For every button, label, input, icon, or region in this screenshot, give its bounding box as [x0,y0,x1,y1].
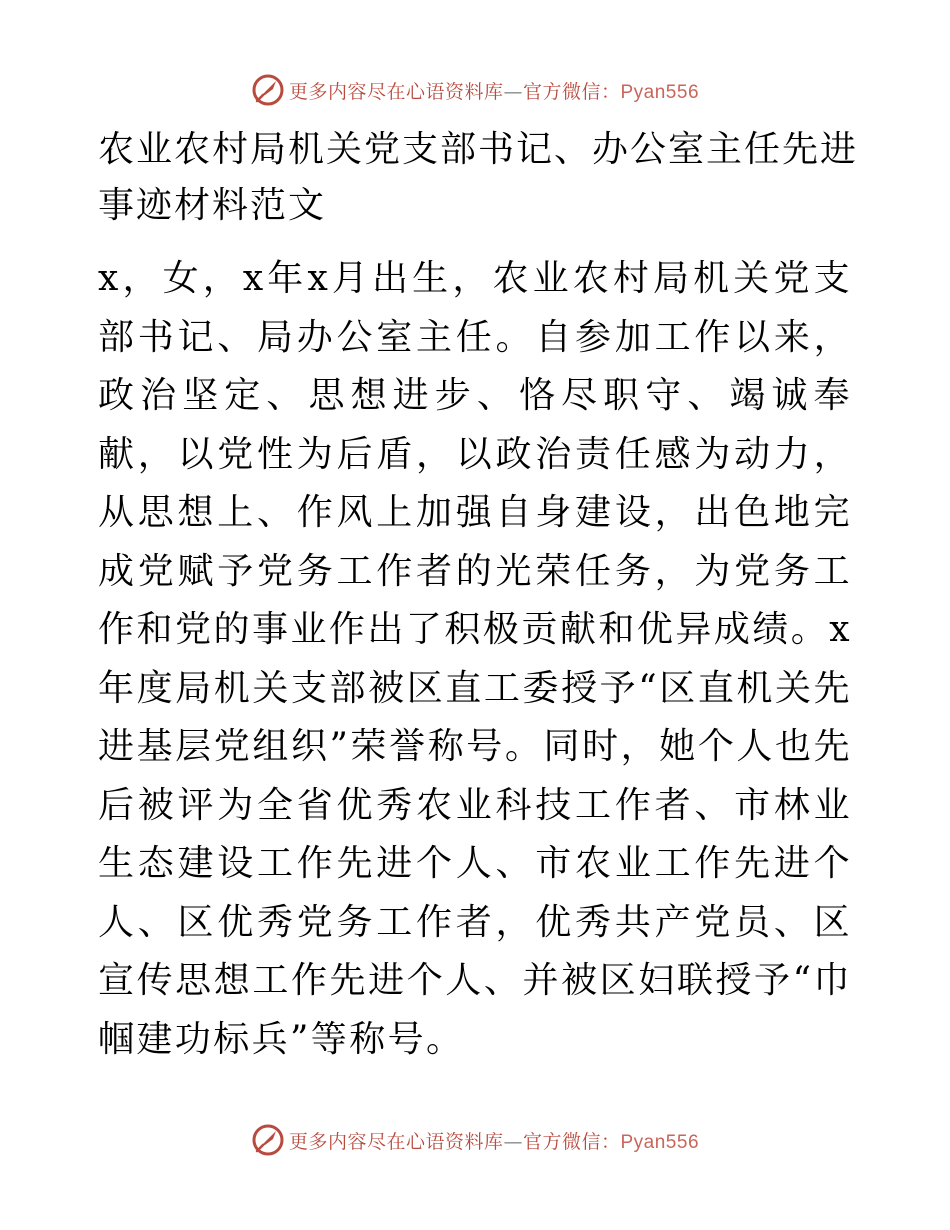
document-paragraph: x，女，x年x月出生，农业农村局机关党支部书记、局办公室主任。自参加工作以来，政治坚定、思想进步、恪尽职守、竭诚奉献，以党性为后盾，以政治责任感为动力，从思想上、作风上加强自身建设，出色地完成党赋予党务工作者的光荣任务，为党务工作和党的事业作出了积极贡献和优异成绩。x年度局机关支部被区直工委授予“区直机关先进基层党组织”荣誉称号。同时，她个人也先后被评为全省优秀农业科技工作者、市林业生态建设工作先进个人、市农业工作先进个人、区优秀党务工作者，优秀共产党员、区宣传思想工作先进个人、并被区妇联授予“巾帼建功标兵”等称号。 [98,258,852,1060]
watermark-site-name: 更多内容尽在心语资料库 [288,1130,504,1153]
watermark-contact-id: Pyan556 [620,1131,700,1153]
header-watermark [0,70,950,110]
quill-logo-icon [251,1123,285,1157]
watermark-separator: — [503,80,523,103]
watermark-text [289,77,699,104]
watermark-contact-label: 官方微信： [522,1130,621,1153]
watermark-site-name: 更多内容尽在心语资料库 [288,80,504,103]
quill-logo-icon [251,73,285,107]
watermark-separator: — [503,1130,523,1153]
watermark-text [289,1127,699,1154]
watermark-contact-label: 官方微信： [522,80,621,103]
footer-watermark [0,1120,950,1160]
document-title: 农业农村局机关党支部书记、办公室主任先进事迹材料范文 [98,129,859,226]
watermark-contact-id: Pyan556 [620,81,700,103]
